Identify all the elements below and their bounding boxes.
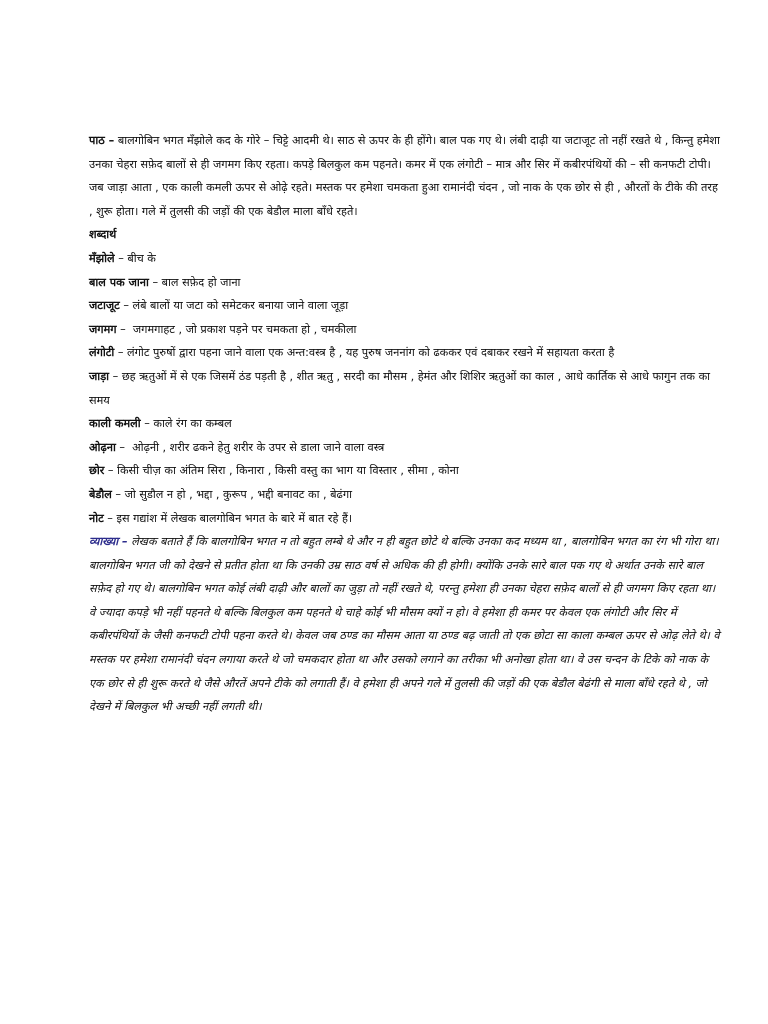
glossary-meaning: किसी चीज़ का अंतिम सिरा , किनारा , किसी वस्तु का भाग या विस्तार , सीमा , कोना [117,464,459,478]
glossary-separator: – [104,464,118,478]
glossary-meaning: जगमगाहट , जो प्रकाश पड़ने पर चमकता हो , चमकीला [132,322,357,336]
glossary-separator: – [114,251,128,265]
glossary-term: जगमग [89,322,117,336]
shabdarth-heading: शब्दार्थ [89,228,117,242]
glossary-item [89,412,721,436]
glossary-term: ओढ़ना [89,440,116,454]
glossary-term: काली कमली [89,417,141,431]
glossary-separator: – [148,275,162,289]
glossary-term: बाल पक जाना [89,275,149,289]
glossary-meaning: लंबे बालों या जटा को समेटकर बनाया जाने वाला जूड़ा [132,299,349,313]
glossary-item [89,436,721,460]
vyakhya-paragraph [89,530,721,719]
glossary-item [89,341,721,365]
glossary-meaning: जो सुडौल न हो , भद्दा , कुरूप , भद्दी बनावट का , बेढंगा [124,487,353,501]
glossary-term: लंगोटी [89,346,115,360]
glossary-separator: – [111,487,125,501]
glossary-term: जटाजूट [89,299,120,313]
glossary-item [89,271,721,295]
path-label: पाठ – [89,134,115,147]
glossary-meaning: छह ऋतुओं में से एक जिसमें ठंड पड़ती है , शीत ऋतु , सरदी का मौसम , हेमंत और शिशिर ऋतुओं का काल , आधे कार्तिक से आधे फागुन तक का समय [89,369,711,407]
glossary-item [89,459,721,483]
glossary-item [89,507,721,531]
glossary-separator: – [114,346,128,360]
glossary-separator: – [103,511,117,525]
glossary-meaning: लंगोट पुरुषों द्वारा पहना जाने वाला एक अन्त:वस्त्र है , यह पुरुष जननांग को ढककर एवं दबाकर रखने में सहायता करता है [127,346,615,360]
glossary-item [89,483,721,507]
path-text: बालगोबिन भगत मँझोले कद के गोरे – चिट्टे आदमी थे। साठ से ऊपर के ही होंगे। बाल पक गए थे। लंबी दाढ़ी या जटाजूट तो नहीं रखते थे , किन्तु हमेशा उनका चेहरा सफ़ेद बालों से ही जगमग किए रहता। कपड़े बिलकुल कम पहनते। कमर में एक लंगोटी – मात्र और सिर में कबीरपंथियों की – सी कनफटी टोपी। जब जाड़ा आता , एक काली कमली ऊपर से ओढ़े रहते। मस्तक पर हमेशा चमकता हुआ रामानंदी चंदन , जो नाक के एक छोर से ही , औरतों के टीके की तरह , शुरू होता। गले में तुलसी की जड़ों की एक बेडौल माला बाँधे रहते। [89,134,720,218]
document-page [89,129,721,719]
glossary-separator: – [119,299,133,313]
glossary-separator: – [115,440,133,454]
glossary-term: मँझोले [89,251,115,265]
glossary-meaning: ओढ़नी , शरीर ढकने हेतु शरीर के उपर से डाला जाने वाला वस्त्र [132,440,385,454]
glossary-term: छोर [89,464,105,478]
glossary-item [89,318,721,342]
glossary-meaning: बीच के [127,251,156,265]
glossary-term: नोट [89,511,104,525]
glossary-list [89,247,721,530]
glossary-term: जाड़ा [89,369,110,383]
glossary-term: बेडौल [89,487,112,501]
glossary-separator: – [140,417,154,431]
glossary-item [89,365,721,412]
vyakhya-text: लेखक बताते हैं कि बालगोबिन भगत न तो बहुत लम्बे थे और न ही बहुत छोटे थे बल्कि उनका कद मध्यम था , बालगोबिन भगत का रंग भी गोरा था। बालगोबिन भगत जी को देखने से प्रतीत होता था कि उनकी उम्र साठ वर्ष से अधिक की ही होगी। क्योंकि उनके सारे बाल पक गए थे अर्थात उनके सारे बाल सफ़ेद हो गए थे। बालगोबिन भगत कोई लंबी दाढ़ी और बालों का जुड़ा तो नहीं रखते थे, परन्तु हमेशा ही उनका चेहरा सफ़ेद बालों से ही जगमग किए रहता था। वे ज्यादा कपड़े भी नहीं पहनते थे बल्कि बिलकुल कम पहनते थे चाहे कोई भी मौसम क्यों न हो। वे हमेशा ही कमर पर केवल एक लंगोटी और सिर में कबीरपंथियों के जैसी कनफटी टोपी पहना करते थे। केवल जब ठण्ड का मौसम आता या ठण्ड बढ़ जाती तो एक छोटा सा काला कम्बल ऊपर से ओढ़ लेते थे। वे मस्तक पर हमेशा रामानंदी चंदन लगाया करते थे जो चमकदार होता था और उसको लगाने का तरीका भी अनोखा होता था। वे उस चन्दन के टिके को नाक के एक छोर से ही शुरू करते थे जैसे औरतें अपने टीके को लगाती हैं। वे हमेशा ही अपने गले में तुलसी की जड़ों की एक बेडौल बेढंगी से माला बाँधे रहते थे , जो देखने में बिलकुल भी अच्छी नहीं लगती थी। [89,535,720,714]
glossary-item [89,294,721,318]
glossary-meaning: काले रंग का कम्बल [153,417,232,431]
glossary-separator: – [116,322,133,336]
path-paragraph [89,129,721,223]
vyakhya-label: व्याख्या – [89,535,128,549]
glossary-separator: – [109,369,122,383]
glossary-meaning: बाल सफ़ेद हो जाना [161,275,241,289]
glossary-item [89,247,721,271]
glossary-meaning: इस गद्यांश में लेखक बालगोबिन भगत के बारे में बात रहे हैं। [116,511,353,525]
